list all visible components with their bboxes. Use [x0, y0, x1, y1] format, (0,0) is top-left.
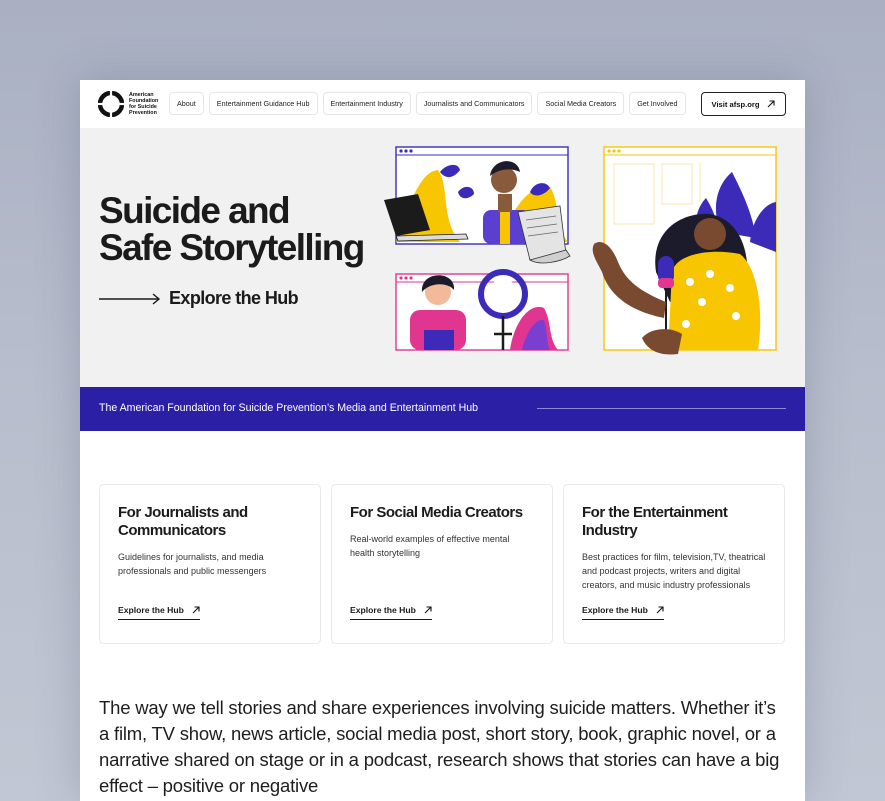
logo-line: American — [129, 92, 154, 98]
nav-item-about[interactable]: About — [169, 92, 204, 115]
card-entertainment-industry[interactable] — [563, 484, 785, 644]
card-title: For the Entertainment Industry — [582, 504, 728, 539]
card-explore-link[interactable] — [350, 605, 432, 620]
visit-afsp-label: Visit afsp.org — [711, 99, 760, 109]
nav-item-get-involved[interactable]: Get Involved — [629, 92, 685, 115]
banner-text: The American Foundation for Suicide Prevention’s Media and Entertainment Hub — [99, 402, 479, 414]
nav-item-entertainment-guidance-hub[interactable]: Entertainment Guidance Hub — [209, 92, 318, 115]
video-call-window-bottom — [396, 272, 568, 350]
nav-item-social-media-creators[interactable]: Social Media Creators — [537, 92, 624, 115]
card-description: Guidelines for journalists, and media professionals and public messengers — [118, 552, 267, 576]
hero-title — [99, 192, 399, 266]
afsp-logo[interactable] — [98, 91, 158, 117]
card-explore-label: Explore the Hub — [582, 605, 648, 615]
card-journalists[interactable] — [99, 484, 321, 644]
intro-paragraph: The way we tell stories and share experiences involving suicide matters. Whether it’s a film, TV show, news article, social media post, short story, book, graphic novel, or a narrative shared on stage or in a podcast, research shows that stories can have a big effect – positive or negative — [99, 697, 780, 796]
arrow-up-right-icon — [192, 606, 200, 614]
card-explore-link[interactable] — [582, 605, 664, 620]
top-navigation — [80, 80, 805, 128]
nav-item-journalists-communicators[interactable]: Journalists and Communicators — [416, 92, 533, 115]
card-description: Real-world examples of effective mental health storytelling — [350, 534, 510, 558]
hero-title-line: Safe Storytelling — [99, 227, 364, 268]
banner-divider — [537, 408, 786, 409]
logo-wordmark — [129, 92, 158, 116]
hero-section — [80, 128, 805, 387]
card-explore-label: Explore the Hub — [350, 605, 416, 615]
nav-item-entertainment-industry[interactable]: Entertainment Industry — [323, 92, 411, 115]
browser-page — [80, 80, 805, 801]
card-social-media-creators[interactable] — [331, 484, 553, 644]
card-title: For Journalists and Communicators — [118, 504, 248, 539]
podcast-window — [593, 147, 776, 354]
visit-afsp-button[interactable] — [701, 92, 786, 116]
long-arrow-right-icon — [99, 293, 161, 305]
hero-explore-link[interactable] — [99, 288, 298, 309]
nav-menu — [169, 92, 686, 115]
hero-title-line: Suicide and — [99, 190, 290, 231]
logo-line: for Suicide — [129, 104, 157, 110]
arrow-up-right-icon — [767, 100, 775, 108]
card-explore-label: Explore the Hub — [118, 605, 184, 615]
hub-banner — [80, 387, 805, 431]
logo-line: Prevention — [129, 110, 157, 116]
card-explore-link[interactable] — [118, 605, 200, 620]
arrow-up-right-icon — [656, 606, 664, 614]
hero-illustration — [380, 142, 780, 366]
arrow-up-right-icon — [424, 606, 432, 614]
hero-explore-label: Explore the Hub — [169, 288, 299, 308]
lifebuoy-logo-icon — [98, 91, 124, 117]
card-description: Best practices for film, television,TV, theatrical and podcast projects, writers and digital creators, and music industry professionals — [582, 552, 766, 590]
audience-cards — [99, 484, 785, 644]
card-title: For Social Media Creators — [350, 504, 523, 521]
logo-line: Foundation — [129, 98, 159, 104]
